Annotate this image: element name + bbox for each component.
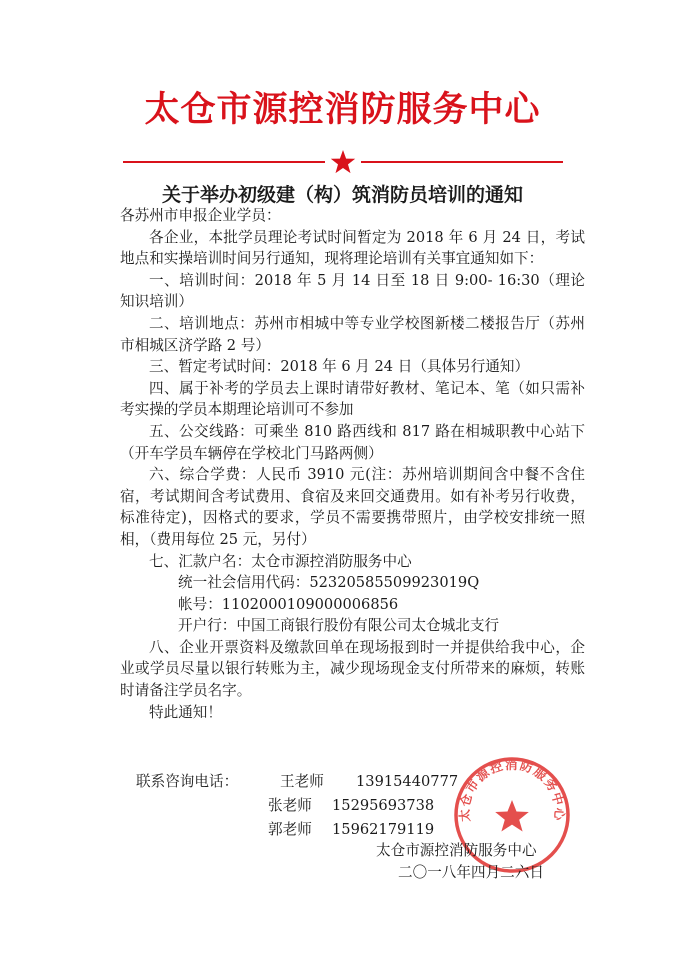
item-makeup-exam: 四、属于补考的学员去上课时请带好教材、笔记本、笔（如只需补考实操的学员本期理论培训可不参加 [120,379,585,419]
contact-name: 张老师 [268,797,312,814]
divider-line-left [123,161,325,163]
svg-text:太仓市源控消防服务中心: 太仓市源控消防服务中心 [456,756,568,823]
red-divider [123,150,563,174]
bank-account: 帐号：1102000109000006856 [178,595,399,613]
salutation: 各苏州市申报企业学员： [120,207,281,224]
intro-paragraph: 各企业，本批学员理论考试时间暂定为 2018 年 6 月 24 日，考试地点和实操培训时间另行通知，现将理论培训有关事宜通知如下： [120,228,585,268]
item-training-time: 一、培训时间：2018 年 5 月 14 日至 18 日 9:00- 16:30（理论知识培训） [120,271,585,311]
item-fees: 六、综合学费：人民币 3910 元(注：苏州培训期间含中餐不含住宿，考试期间含考试费用、食宿及来回交通费用。如有补考另行收费，标准待定)，因格式的要求，学员不需要携带照片，由学校安排统一照相，（费用每位 25 元，另付） [120,466,585,548]
item-invoice: 八、企业开票资料及缴款回单在现场报到时一并提供给我中心，企业或学员尽量以银行转账为主，减少现场现金支付所带来的麻烦，转账时请备注学员名字。 [120,638,585,700]
divider-line-right [361,161,563,163]
item-training-location: 二、培训地点：苏州市相城中等专业学校图新楼二楼报告厅（苏州市相城区济学路 2 号） [120,314,585,354]
org-title: 太仓市源控消防服务中心 [144,90,541,130]
contact-phone: 15295693738 [332,797,435,814]
contact-phone: 15962179119 [332,821,435,838]
notice-body [120,205,585,723]
item-bus-route: 五、公交线路：可乘坐 810 路西线和 817 路在相城职教中心站下（开车学员车辆停在学校北门马路两侧） [120,422,585,462]
contact-name: 郭老师 [268,821,312,838]
credit-code: 统一社会信用代码：52320585509923019Q [178,574,480,592]
contact-phone: 13915440777 [356,773,459,790]
signature-block [376,840,576,884]
signature-org: 太仓市源控消防服务中心 [376,842,537,859]
item-remittance: 七、汇款户名：太仓市源控消防服务中心 [149,552,412,570]
contact-label: 联系咨询电话： [136,773,239,790]
bank-name: 开户行：中国工商银行股份有限公司太仓城北支行 [178,617,500,635]
signature-date: 二〇一八年四月二六日 [398,864,544,881]
notice-title: 关于举办初级建（构）筑消防员培训的通知 [161,184,523,206]
star-icon [330,149,356,175]
contact-name: 王老师 [280,773,324,790]
closing-line: 特此通知！ [149,703,222,721]
item-exam-time: 三、暂定考试时间：2018 年 6 月 24 日（具体另行通知） [149,358,530,376]
